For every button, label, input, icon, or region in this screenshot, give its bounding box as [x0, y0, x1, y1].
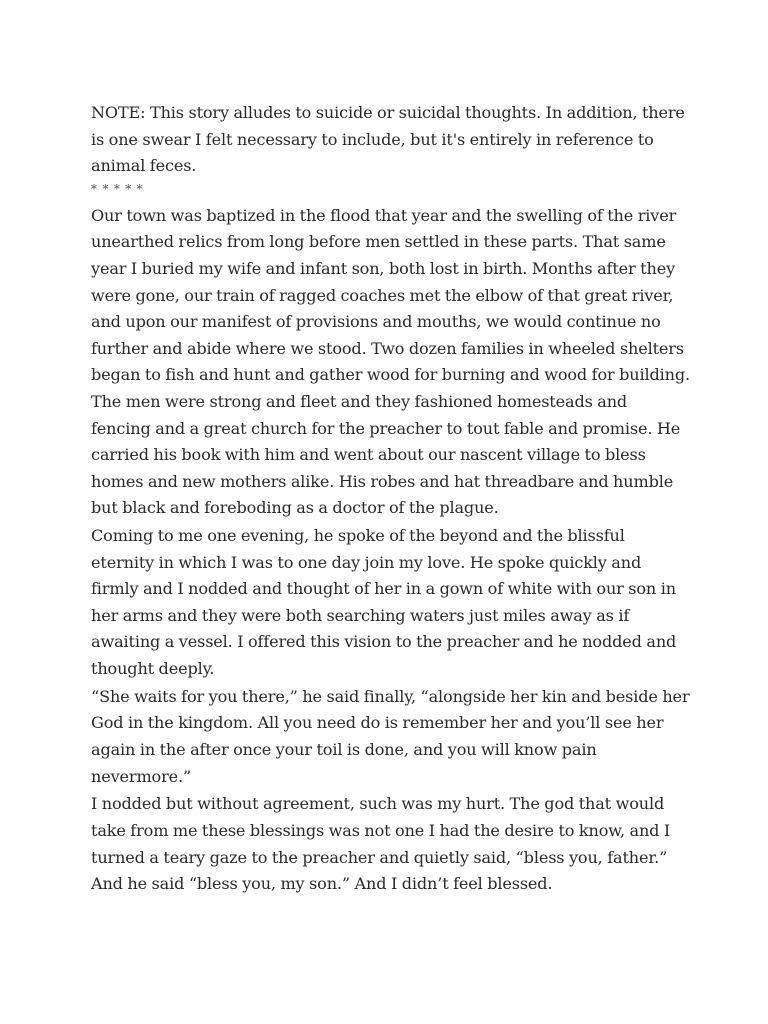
- story-paragraph: Our town was baptized in the flood that year and the swelling of the river unearthed relics from long before men settled in these parts. That same year I buried my wife and infant son, both lost in birth. Months after they were gone, our train of ragged coaches met the elbow of that great river, and upon our manifest of provisions and mouths, we would continue no further and abide where we stood. Two dozen families in wheeled shelters began to fish and hunt and gather wood for burning and wood for building. The men were strong and fleet and they fashioned homesteads and fencing and a great church for the preacher to tout fable and promise. He carried his book with him and went about our nascent village to bless homes and new mothers alike. His robes and hat threadbare and humble but black and foreboding as a doctor of the plague.: [91, 205, 690, 518]
- story-paragraph: I nodded but without agreement, such was my hurt. The god that would take from me these blessings was not one I had the desire to know, and I turned a teary gaze to the preacher and quietly said, “bless you, father.” And he said “bless you, my son.” And I didn’t feel blessed.: [91, 794, 671, 894]
- document-body: [91, 100, 691, 898]
- story-paragraph: Coming to me one evening, he spoke of the beyond and the blissful eternity in which I was to one day join my love. He spoke quickly and firmly and I nodded and thought of her in a gown of white with our son in her arms and they were both searching waters just miles away as if awaiting a vessel. I offered this vision to the preacher and he nodded and thought deeply.: [91, 526, 677, 679]
- content-note: NOTE: This story alludes to suicide or suicidal thoughts. In addition, there is one swear I felt necessary to include, but it's entirely in reference to animal feces.: [91, 103, 685, 176]
- story-paragraph: “She waits for you there,” he said finally, “alongside her kin and beside her God in the kingdom. All you need do is remember her and you’ll see her again in the after once your toil is done, and you will know pain nevermore.”: [91, 686, 690, 786]
- section-separator: * * * * *: [91, 181, 144, 196]
